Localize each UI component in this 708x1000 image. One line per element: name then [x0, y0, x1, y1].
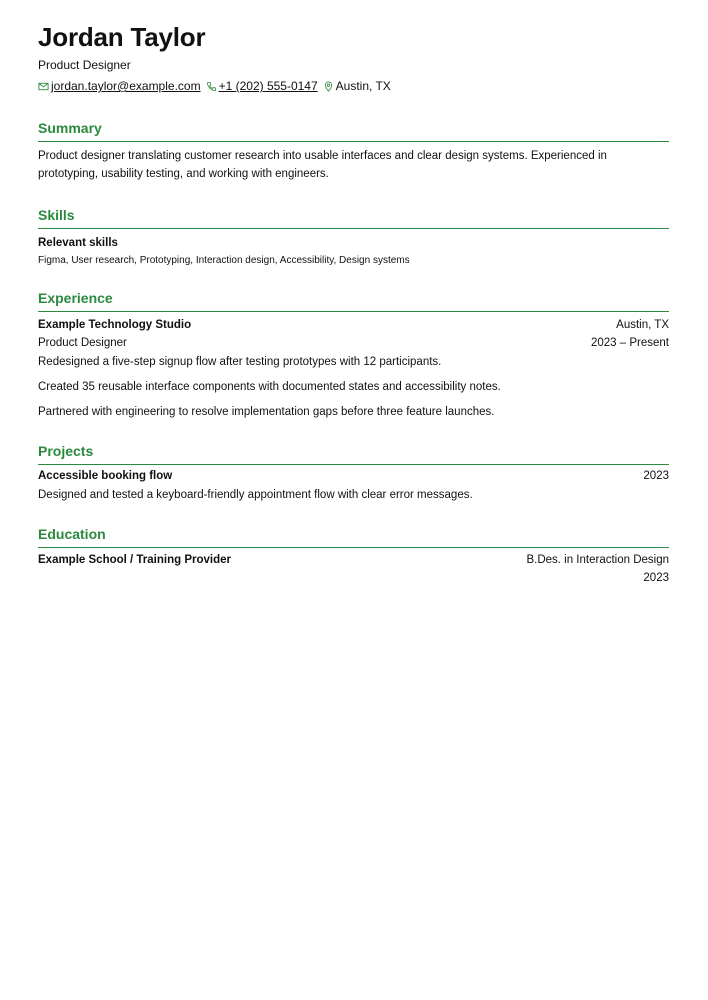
education-degree: B.Des. in Interaction Design [526, 554, 669, 566]
envelope-icon [38, 81, 49, 92]
projects-section [38, 443, 669, 504]
education-section [38, 526, 669, 587]
experience-company: Example Technology Studio [38, 319, 192, 331]
skills-heading: Skills [38, 207, 669, 229]
experience-bullet: Created 35 reusable interface components with documented states and accessibility notes. [38, 381, 501, 393]
experience-location: Austin, TX [616, 319, 669, 331]
education-heading: Education [38, 526, 669, 548]
phone-icon [206, 81, 217, 92]
email-link[interactable]: jordan.taylor@example.com [51, 79, 201, 93]
projects-heading: Projects [38, 443, 669, 465]
candidate-name: Jordan Taylor [38, 22, 206, 52]
map-pin-icon [323, 81, 334, 92]
experience-dates: 2023 – Present [590, 337, 669, 349]
summary-text: Product designer translating customer research into usable interfaces and clear design systems. Experienced in prototyping, usability testing, and working with engineers. [38, 150, 607, 180]
experience-bullet: Partnered with engineering to resolve implementation gaps before three feature launches. [38, 406, 495, 418]
experience-header-row [38, 316, 669, 334]
experience-role-row [38, 334, 669, 352]
education-header-row [38, 551, 669, 569]
project-name: Accessible booking flow [38, 470, 173, 482]
skills-list: Figma, User research, Prototyping, Interaction design, Accessibility, Design systems [38, 255, 410, 266]
experience-heading: Experience [38, 290, 669, 312]
education-year: 2023 [643, 572, 669, 584]
project-description: Designed and tested a keyboard-friendly appointment flow with clear error messages. [38, 489, 473, 501]
summary-heading: Summary [38, 120, 669, 142]
summary-section [38, 120, 669, 183]
project-header-row [38, 467, 669, 485]
candidate-role: Product Designer [38, 58, 131, 72]
contact-line [38, 79, 669, 94]
project-year: 2023 [643, 470, 669, 482]
skills-label: Relevant skills [38, 237, 118, 249]
experience-section [38, 290, 669, 421]
phone-link[interactable]: +1 (202) 555-0147 [218, 79, 318, 93]
experience-bullet: Redesigned a five-step signup flow after testing prototypes with 12 participants. [38, 356, 442, 368]
education-school: Example School / Training Provider [38, 554, 231, 566]
experience-position: Product Designer [38, 337, 127, 349]
education-year-row [38, 569, 669, 587]
location-text: Austin, TX [335, 79, 391, 93]
skills-section [38, 207, 669, 268]
